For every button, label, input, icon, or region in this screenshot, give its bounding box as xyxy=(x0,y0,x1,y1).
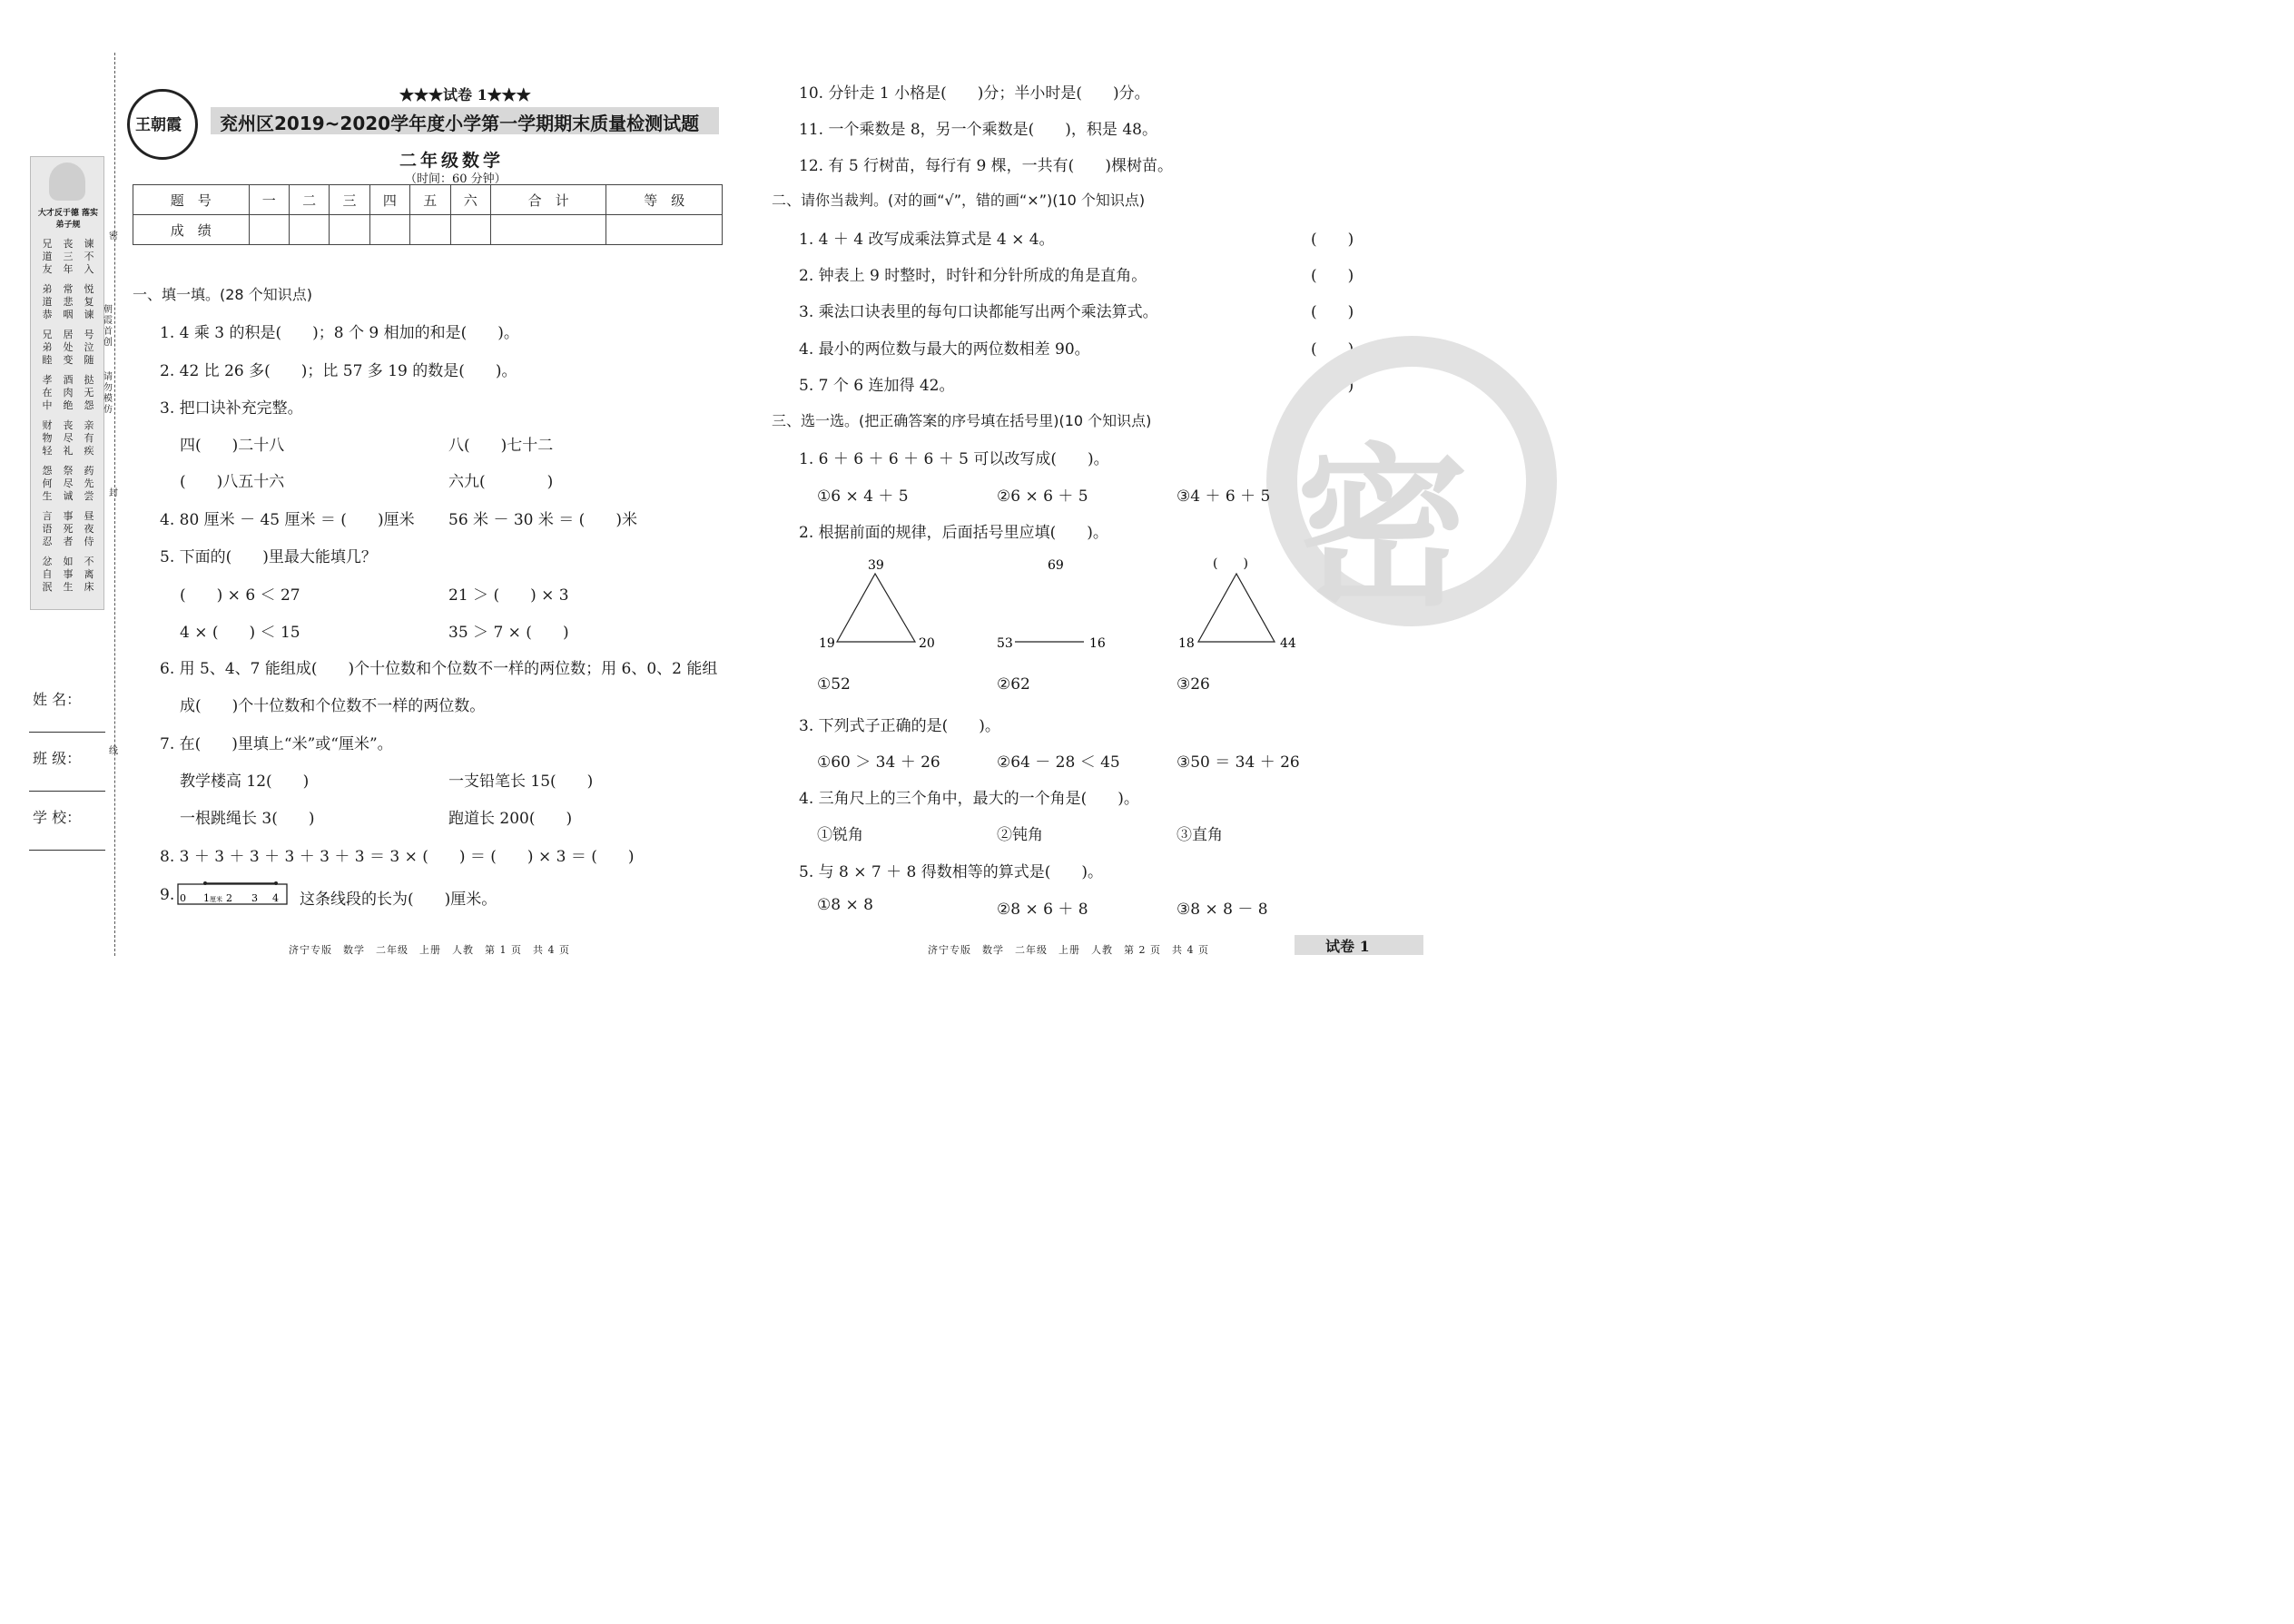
subject-title: 二年级数学 xyxy=(399,151,505,171)
question-1-7-c: 一根跳绳长 3( ) xyxy=(180,810,315,828)
section3-heading: 三、选一选。(把正确答案的序号填在括号里)(10 个知识点) xyxy=(772,412,1152,429)
question-1-5-d: 35 ＞ 7 × ( ) xyxy=(448,624,569,642)
choice-option[interactable]: ①6 × 4 ＋ 5 xyxy=(817,487,909,506)
ruler-label: 厘米 xyxy=(210,896,222,903)
score-cell[interactable] xyxy=(606,215,723,245)
question-1-9-text: 这条线段的长为( )厘米。 xyxy=(300,891,497,909)
logo-text: 王朝霞 xyxy=(135,116,182,134)
watermark-char: 密 xyxy=(1296,428,1470,629)
motto-phrase: 祭尽诚 xyxy=(63,465,74,502)
ruler-label: 1 xyxy=(203,892,210,904)
name-label: 姓 名： xyxy=(33,691,82,708)
table-cell: 六 xyxy=(450,185,490,215)
binding-note-origin: 朝霞首创 xyxy=(103,305,113,348)
choice-option[interactable]: ②64 － 28 ＜ 45 xyxy=(997,753,1120,772)
motto-phrase: 忿自泯 xyxy=(42,556,53,593)
question-1-11: 11. 一个乘数是 8，另一个乘数是( )，积是 48。 xyxy=(799,121,1157,139)
question-1-5: 5. 下面的( )里最大能填几？ xyxy=(160,548,377,566)
choice-option[interactable]: ③4 ＋ 6 ＋ 5 xyxy=(1177,487,1271,506)
choice-option[interactable]: ②钝角 xyxy=(997,826,1043,844)
question-1-3-a: 四( )二十八 xyxy=(180,437,285,455)
choice-option[interactable]: ③26 xyxy=(1177,675,1210,694)
choice-question-2: 2. 根据前面的规律，后面括号里应填( )。 xyxy=(799,524,1108,542)
question-1-4-b: 56 米 － 30 米 ＝ ( )米 xyxy=(448,511,637,529)
choice-option[interactable]: ①60 ＞ 34 ＋ 26 xyxy=(817,753,940,772)
question-1-7-b: 一支铅笔长 15( ) xyxy=(448,773,594,791)
question-1-3-c: ( )八五十六 xyxy=(180,473,285,491)
binding-note-seal: 封 xyxy=(109,488,118,498)
binding-note-copy: 请勿模仿 xyxy=(103,372,113,415)
motto-phrase: 丧三年 xyxy=(63,238,74,275)
judge-item-1: 1. 4 ＋ 4 改写成乘法算式是 4 × 4。 xyxy=(799,231,1055,249)
name-field[interactable] xyxy=(29,732,105,733)
table-cell: 四 xyxy=(369,185,409,215)
fig3-top: ( ) xyxy=(1213,556,1248,571)
choice-question-1: 1. 6 ＋ 6 ＋ 6 ＋ 6 ＋ 5 可以改写成( )。 xyxy=(799,450,1109,468)
time-limit: （时间：60 分钟） xyxy=(405,172,507,186)
question-1-5-c: 4 × ( ) ＜ 15 xyxy=(180,624,300,642)
motto-phrase: 悦复谏 xyxy=(84,283,94,320)
score-cell[interactable] xyxy=(289,215,329,245)
motto-phrase: 谏不入 xyxy=(84,238,94,275)
table-cell: 一 xyxy=(249,185,289,215)
footer-right: 济宁专版 数学 二年级 上册 人教 第 2 页 共 4 页 xyxy=(928,944,1209,956)
choice-option[interactable]: ②6 × 6 ＋ 5 xyxy=(997,487,1088,506)
question-1-12: 12. 有 5 行树苗，每行有 9 棵，一共有( )棵树苗。 xyxy=(799,157,1173,175)
binding-note-line: 线 xyxy=(109,746,118,756)
motto-title: 大才反于德 落实弟子规 xyxy=(37,209,99,230)
score-cell[interactable] xyxy=(330,215,369,245)
fig3-right: 44 xyxy=(1280,636,1296,651)
ruler-icon xyxy=(176,879,294,908)
choice-option[interactable]: ①8 × 8 xyxy=(817,896,873,914)
table-cell: 二 xyxy=(289,185,329,215)
choice-option[interactable]: ①52 xyxy=(817,675,851,694)
score-cell[interactable] xyxy=(490,215,606,245)
table-cell: 五 xyxy=(410,185,450,215)
question-1-7: 7. 在( )里填上“米”或“厘米”。 xyxy=(160,735,393,753)
score-cell[interactable] xyxy=(249,215,289,245)
fig1-top: 39 xyxy=(868,558,884,573)
question-1-3-b: 八( )七十二 xyxy=(448,437,554,455)
fig2-left: 53 xyxy=(997,636,1013,651)
choice-option[interactable]: ③直角 xyxy=(1177,826,1223,844)
class-field[interactable] xyxy=(29,791,105,792)
motto-phrase: 如事生 xyxy=(63,556,74,593)
publisher-logo xyxy=(127,89,198,160)
motto-phrase: 言语忍 xyxy=(42,510,53,547)
motto-phrase: 兄弟睦 xyxy=(42,329,53,366)
motto-phrase: 财物轻 xyxy=(42,419,53,457)
choice-question-3: 3. 下列式子正确的是( )。 xyxy=(799,717,1000,735)
fig1-left: 19 xyxy=(819,636,835,651)
judge-item-3: 3. 乘法口诀表里的每句口诀都能写出两个乘法算式。 xyxy=(799,303,1158,321)
table-cell: 等 级 xyxy=(606,185,723,215)
motto-phrase: 不离床 xyxy=(84,556,94,593)
score-cell[interactable] xyxy=(450,215,490,245)
question-1-6-line1: 6. 用 5、4、7 能组成( )个十位数和个位数不一样的两位数；用 6、0、2 能组 xyxy=(160,660,718,678)
motto-phrase: 事死者 xyxy=(63,510,74,547)
fig1-right: 20 xyxy=(919,636,935,651)
footer-tag: 试卷 1 xyxy=(1325,938,1370,955)
score-table-header-row xyxy=(133,185,723,215)
motto-phrase: 常悲咽 xyxy=(63,283,74,320)
question-1-5-b: 21 ＞ ( ) × 3 xyxy=(448,586,569,605)
question-1-1: 1. 4 乘 3 的积是( )；8 个 9 相加的和是( )。 xyxy=(160,324,519,342)
section2-heading: 二、请你当裁判。(对的画“√”，错的画“×”)(10 个知识点) xyxy=(772,192,1146,209)
judge-answer-box[interactable]: ( ) xyxy=(1311,267,1354,285)
choice-option[interactable]: ③8 × 8 － 8 xyxy=(1177,901,1268,919)
motto-phrase: 号泣随 xyxy=(84,329,94,366)
fig2-top: 69 xyxy=(1048,558,1064,573)
student-figure-icon xyxy=(49,162,85,201)
fig2-right: 16 xyxy=(1089,636,1106,651)
judge-item-5: 5. 7 个 6 连加得 42。 xyxy=(799,377,955,395)
judge-answer-box[interactable]: ( ) xyxy=(1311,231,1354,249)
footer-left: 济宁专版 数学 二年级 上册 人教 第 1 页 共 4 页 xyxy=(289,944,570,956)
question-1-10: 10. 分针走 1 小格是( )分；半小时是( )分。 xyxy=(799,84,1150,103)
question-1-6-line2: 成( )个十位数和个位数不一样的两位数。 xyxy=(180,697,486,715)
score-table-score-row xyxy=(133,215,723,245)
triangle-figure-1 xyxy=(837,574,915,642)
score-cell[interactable] xyxy=(410,215,450,245)
motto-phrase: 药先尝 xyxy=(84,465,94,502)
choice-question-5: 5. 与 8 × 7 ＋ 8 得数相等的算式是( )。 xyxy=(799,863,1104,881)
judge-answer-box[interactable]: ( ) xyxy=(1311,377,1354,395)
choice-option[interactable]: ②62 xyxy=(997,675,1030,694)
motto-phrase: 丧尽礼 xyxy=(63,419,74,457)
choice-option[interactable]: ②8 × 6 ＋ 8 xyxy=(997,901,1088,919)
ruler-label: 0 xyxy=(180,892,186,904)
table-cell: 成 绩 xyxy=(133,215,250,245)
exam-title-bar xyxy=(211,107,719,134)
choice-question-4: 4. 三角尺上的三个角中，最大的一个角是( )。 xyxy=(799,790,1139,808)
question-1-8: 8. 3 ＋ 3 ＋ 3 ＋ 3 ＋ 3 ＋ 3 ＝ 3 × ( ) ＝ ( ) × 3 ＝ ( ) xyxy=(160,848,635,866)
choice-option[interactable]: ③50 ＝ 34 ＋ 26 xyxy=(1177,753,1300,772)
triangle-figure-3 xyxy=(1198,574,1275,642)
motto-phrase: 弟道恭 xyxy=(42,283,53,320)
table-cell: 合 计 xyxy=(490,185,606,215)
question-1-9-number: 9. xyxy=(160,886,175,904)
motto-phrase: 亲有疾 xyxy=(84,419,94,457)
question-1-7-d: 跑道长 200( ) xyxy=(448,810,573,828)
score-cell[interactable] xyxy=(369,215,409,245)
class-label: 班 级： xyxy=(33,750,82,767)
motto-phrase: 居处变 xyxy=(63,329,74,366)
motto-phrase: 怨何生 xyxy=(42,465,53,502)
score-table xyxy=(133,184,723,245)
pattern-figures xyxy=(813,556,1322,655)
question-1-7-a: 教学楼高 12( ) xyxy=(180,773,310,791)
judge-answer-box[interactable]: ( ) xyxy=(1311,340,1354,359)
binding-note-seal: 密 xyxy=(109,231,118,241)
judge-answer-box[interactable]: ( ) xyxy=(1311,303,1354,321)
choice-option[interactable]: ①锐角 xyxy=(817,826,863,844)
question-1-5-a: ( ) × 6 ＜ 27 xyxy=(180,586,300,605)
ruler-label: 3 xyxy=(251,892,258,904)
motto-phrase: 挞无怨 xyxy=(84,374,94,411)
judge-item-2: 2. 钟表上 9 时整时，时针和分针所成的角是直角。 xyxy=(799,267,1147,285)
motto-phrase: 酒肉绝 xyxy=(63,374,74,411)
motto-phrase: 兄道友 xyxy=(42,238,53,275)
school-field[interactable] xyxy=(29,850,105,851)
motto-phrase: 昼夜侍 xyxy=(84,510,94,547)
judge-item-4: 4. 最小的两位数与最大的两位数相差 90。 xyxy=(799,340,1090,359)
school-label: 学 校： xyxy=(33,809,82,826)
ruler-label: 4 xyxy=(272,892,279,904)
question-1-4-a: 4. 80 厘米 － 45 厘米 ＝ ( )厘米 xyxy=(160,511,415,529)
binding-line xyxy=(114,53,115,956)
fig3-left: 18 xyxy=(1178,636,1195,651)
motto-phrase: 孝在中 xyxy=(42,374,53,411)
question-1-2: 2. 42 比 26 多( )；比 57 多 19 的数是( )。 xyxy=(160,362,517,380)
exam-title: 兖州区2019~2020学年度小学第一学期期末质量检测试题 xyxy=(220,113,700,134)
ruler-label: 2 xyxy=(226,892,232,904)
question-1-3: 3. 把口诀补充完整。 xyxy=(160,399,303,418)
question-1-3-d: 六九( ) xyxy=(448,473,554,491)
table-cell: 三 xyxy=(330,185,369,215)
table-cell: 题 号 xyxy=(133,185,250,215)
paper-tag: ★★★试卷 1★★★ xyxy=(399,86,531,103)
section1-heading: 一、填一填。(28 个知识点) xyxy=(133,286,312,303)
